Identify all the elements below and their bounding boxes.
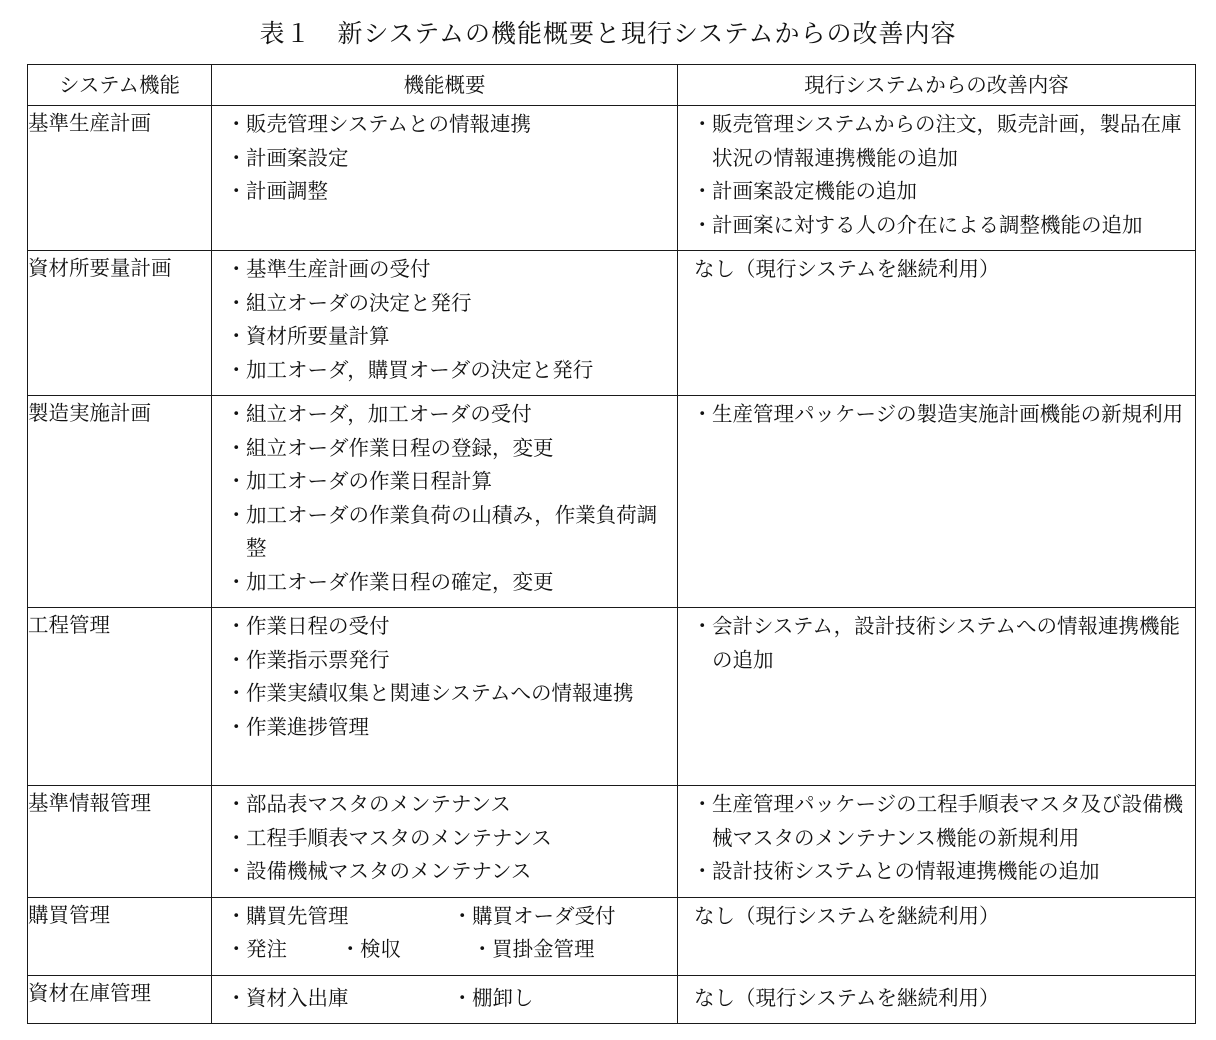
bullet-mark: ・	[226, 792, 247, 816]
overview-cell	[212, 251, 678, 396]
overview-text: 作業指示票発行	[246, 647, 390, 672]
table-title: 表１ 新システムの機能概要と現行システムからの改善内容	[259, 19, 957, 48]
overview-item	[226, 175, 671, 209]
overview-item	[226, 711, 671, 745]
overview-text: 計画案設定	[246, 145, 349, 170]
overview-text: 設備機械マスタのメンテナンス	[246, 859, 532, 883]
overview-item	[226, 644, 671, 678]
improvement-text: なし（現行システムを継続利用）	[694, 257, 1000, 281]
overview-text: 発注	[246, 937, 287, 961]
overview-text: 作業進捗管理	[246, 714, 369, 739]
bullet-mark: ・	[226, 112, 247, 136]
overview-item	[226, 142, 671, 176]
overview-item	[226, 822, 671, 856]
bullet-mark: ・	[226, 290, 247, 315]
improvement-text: 会計システム，設計技術システムへの情報連携機能の追加	[712, 614, 1181, 672]
overview-item	[226, 465, 671, 499]
bullet-mark: ・	[226, 714, 247, 739]
table-row	[28, 106, 1196, 251]
bullet-mark: ・	[226, 257, 247, 281]
improvement-item	[692, 175, 1189, 209]
function-cell: 資材所要量計画	[28, 251, 212, 396]
bullet-mark: ・	[226, 647, 247, 672]
header-overview: 機能概要	[212, 65, 678, 106]
improvement-item	[692, 788, 1189, 855]
function-cell: 購買管理	[28, 897, 212, 975]
improvement-cell	[678, 396, 1196, 608]
overview-line	[226, 900, 671, 934]
overview-text: 加工オーダ，購買オーダの決定と発行	[246, 357, 594, 382]
overview-item	[340, 933, 472, 967]
overview-item	[226, 900, 452, 934]
overview-text: 作業実績収集と関連システムへの情報連携	[246, 681, 634, 705]
improvement-item	[692, 108, 1189, 175]
bullet-mark: ・	[692, 179, 713, 203]
overview-text: 工程手順表マスタのメンテナンス	[246, 825, 552, 850]
improvement-cell	[678, 608, 1196, 786]
bullet-mark: ・	[226, 145, 247, 170]
improvement-text: 生産管理パッケージの工程手順表マスタ及び設備機械マスタのメンテナンス機能の新規利用	[712, 792, 1184, 850]
overview-text: 購買先管理	[246, 903, 349, 928]
overview-text: 資材入出庫	[246, 985, 349, 1010]
bullet-mark: ・	[226, 614, 247, 638]
bullet-mark: ・	[226, 569, 247, 594]
bullet-mark: ・	[472, 937, 493, 961]
overview-item	[226, 499, 671, 566]
improvement-text: 計画案設定機能の追加	[712, 179, 917, 203]
overview-item	[226, 253, 671, 287]
bullet-mark: ・	[340, 937, 361, 961]
overview-item	[226, 398, 671, 432]
overview-text: 基準生産計画の受付	[246, 257, 431, 281]
bullet-mark: ・	[226, 903, 247, 928]
bullet-mark: ・	[226, 357, 247, 382]
overview-item	[226, 432, 671, 466]
function-cell: 基準情報管理	[28, 786, 212, 898]
table-header-row	[28, 65, 1196, 106]
overview-text: 組立オーダ，加工オーダの受付	[246, 402, 532, 426]
bullet-mark: ・	[692, 614, 713, 638]
improvement-text: 設計技術システムとの情報連携機能の追加	[712, 859, 1100, 883]
table-row	[28, 897, 1196, 975]
improvement-cell	[678, 786, 1196, 898]
overview-line	[226, 982, 671, 1016]
overview-cell	[212, 106, 678, 251]
improvement-item	[692, 398, 1189, 432]
overview-cell	[212, 608, 678, 786]
improvement-item	[692, 610, 1189, 677]
overview-item	[226, 933, 340, 967]
overview-item	[452, 900, 616, 934]
overview-text: 部品表マスタのメンテナンス	[246, 792, 511, 816]
bullet-mark: ・	[226, 985, 247, 1010]
bullet-mark: ・	[692, 792, 713, 816]
overview-text: 買掛金管理	[492, 937, 595, 961]
bullet-mark: ・	[226, 825, 247, 850]
overview-item	[226, 982, 452, 1016]
overview-cell	[212, 786, 678, 898]
table-row	[28, 975, 1196, 1024]
bullet-mark: ・	[692, 212, 713, 237]
overview-text: 組立オーダの決定と発行	[246, 290, 472, 315]
improvement-text: 生産管理パッケージの製造実施計画機能の新規利用	[712, 402, 1184, 426]
overview-line	[226, 933, 671, 967]
overview-text: 検収	[360, 937, 401, 961]
overview-text: 販売管理システムとの情報連携	[246, 112, 531, 136]
function-cell: 工程管理	[28, 608, 212, 786]
bullet-mark: ・	[226, 937, 247, 961]
overview-item	[226, 354, 671, 388]
function-cell: 資材在庫管理	[28, 975, 212, 1024]
bullet-mark: ・	[226, 179, 247, 203]
function-cell: 製造実施計画	[28, 396, 212, 608]
improvement-text: なし（現行システムを継続利用）	[694, 903, 1000, 928]
header-function: システム機能	[28, 65, 212, 106]
function-cell: 基準生産計画	[28, 106, 212, 251]
overview-item	[226, 287, 671, 321]
overview-text: 加工オーダの作業日程計算	[246, 469, 492, 493]
overview-text: 作業日程の受付	[246, 614, 390, 638]
overview-text: 資材所要量計算	[246, 324, 390, 348]
bullet-mark: ・	[226, 681, 247, 705]
bullet-mark: ・	[692, 112, 713, 136]
overview-item	[226, 566, 671, 600]
overview-text: 購買オーダ受付	[472, 903, 616, 928]
table-row	[28, 786, 1196, 898]
bullet-mark: ・	[226, 324, 247, 348]
overview-cell	[212, 897, 678, 975]
improvement-cell	[678, 106, 1196, 251]
bullet-mark: ・	[226, 402, 247, 426]
bullet-mark: ・	[452, 903, 473, 928]
header-improvement: 現行システムからの改善内容	[678, 65, 1196, 106]
improvement-text: 計画案に対する人の介在による調整機能の追加	[712, 212, 1143, 237]
bullet-mark: ・	[226, 859, 247, 883]
bullet-mark: ・	[226, 502, 247, 527]
overview-text: 加工オーダの作業負荷の山積み，作業負荷調整	[246, 502, 658, 560]
overview-item	[226, 788, 671, 822]
improvement-text: 販売管理システムからの注文，販売計画，製品在庫状況の情報連携機能の追加	[712, 112, 1182, 170]
overview-item	[226, 677, 671, 711]
overview-cell	[212, 396, 678, 608]
bullet-mark: ・	[692, 402, 713, 426]
overview-item	[472, 933, 595, 967]
function-table	[27, 64, 1196, 1024]
overview-item	[452, 982, 534, 1016]
improvement-cell	[678, 897, 1196, 975]
overview-item	[226, 610, 671, 644]
improvement-item	[692, 209, 1189, 243]
improvement-cell	[678, 975, 1196, 1024]
overview-item	[226, 855, 671, 889]
overview-cell	[212, 975, 678, 1024]
bullet-mark: ・	[692, 859, 713, 883]
overview-text: 加工オーダ作業日程の確定，変更	[246, 569, 554, 594]
table-row	[28, 251, 1196, 396]
overview-item	[226, 108, 671, 142]
overview-text: 組立オーダ作業日程の登録，変更	[246, 435, 554, 460]
overview-text: 棚卸し	[472, 985, 534, 1010]
bullet-mark: ・	[452, 985, 473, 1010]
improvement-item	[692, 855, 1189, 889]
overview-text: 計画調整	[246, 179, 328, 203]
table-row	[28, 608, 1196, 786]
bullet-mark: ・	[226, 469, 247, 493]
table-row	[28, 396, 1196, 608]
bullet-mark: ・	[226, 435, 247, 460]
overview-item	[226, 320, 671, 354]
improvement-text: なし（現行システムを継続利用）	[694, 985, 1000, 1010]
improvement-cell	[678, 251, 1196, 396]
